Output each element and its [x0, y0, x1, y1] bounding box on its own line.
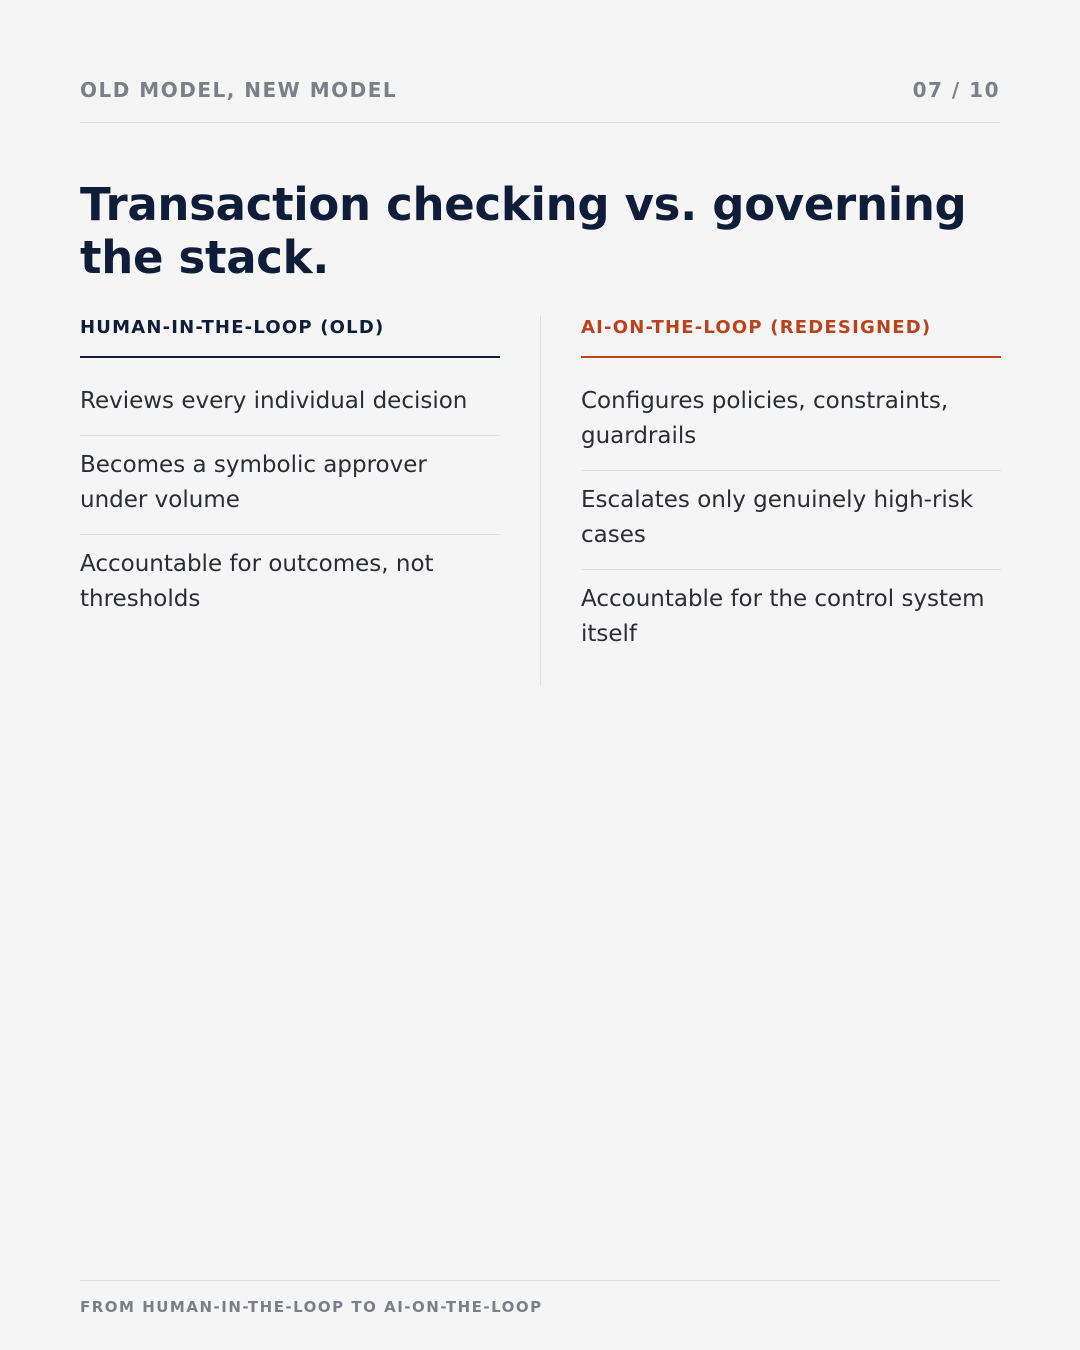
old-model-column [80, 316, 500, 633]
page-counter: 07 / 10 [912, 78, 1000, 102]
new-model-heading: AI-ON-THE-LOOP (REDESIGNED) [581, 316, 1001, 358]
footer-caption: FROM HUMAN-IN-THE-LOOP TO AI-ON-THE-LOOP [80, 1298, 543, 1316]
column-divider [540, 316, 541, 686]
footer-divider [80, 1280, 1000, 1281]
page-header [80, 78, 1000, 102]
section-label: OLD MODEL, NEW MODEL [80, 78, 398, 102]
list-item: Configures policies, constraints, guardrails [581, 384, 1001, 471]
list-item: Escalates only genuinely high-risk cases [581, 471, 1001, 570]
list-item: Reviews every individual decision [80, 384, 500, 436]
list-item: Accountable for the control system itself [581, 586, 985, 647]
old-model-heading: HUMAN-IN-THE-LOOP (OLD) [80, 316, 500, 358]
page-title: Transaction checking vs. governing the stack. [80, 178, 967, 284]
new-model-list [581, 384, 1001, 668]
old-model-list [80, 384, 500, 633]
header-divider [80, 122, 1000, 123]
new-model-column [581, 316, 1001, 668]
list-item: Becomes a symbolic approver under volume [80, 436, 500, 535]
list-item: Accountable for outcomes, not thresholds [80, 551, 434, 612]
